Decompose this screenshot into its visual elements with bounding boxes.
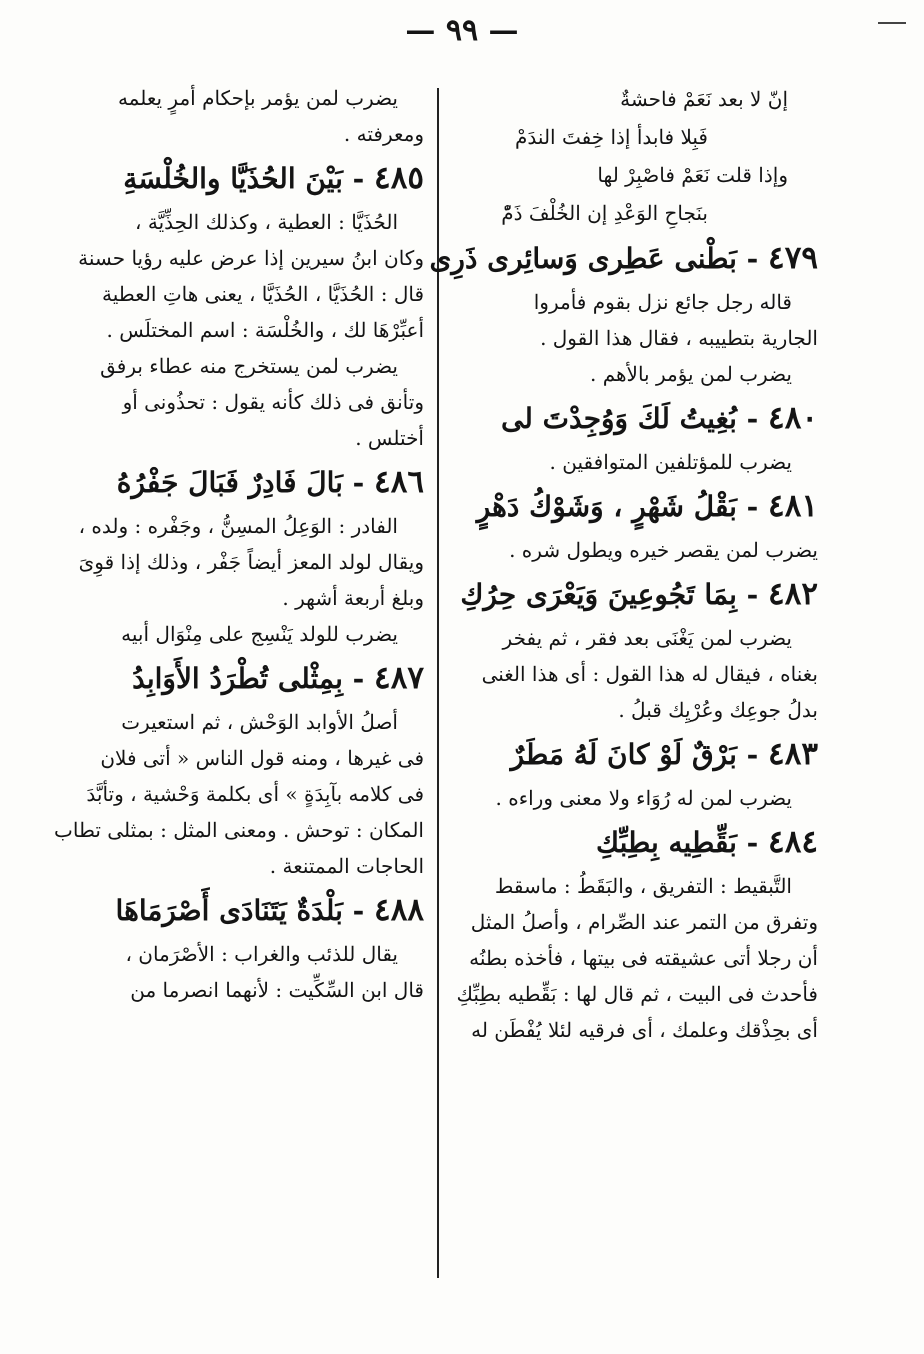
poem-verse: فَبِلا فابدأ إذا خِفتَ الندَمْ [515,125,708,149]
proverb-heading [429,232,818,284]
text-line: ويقال لولد المعز أيضاً جَفْر ، وذلك إذا قوِىَ [78,550,424,574]
text-line: المكان : توحش . ومعنى المثل : بمثلى تطاب [54,818,424,842]
proverb-heading [462,816,818,868]
proverb-number: ٤٨٤ [768,824,818,860]
text-line: وتأنق فى ذلك كأنه يقول : تحذُونى أو [122,390,424,414]
proverb-number: ٤٨٢ [768,576,818,612]
text-line: أعبِّرْهَا لك ، والخُلْسَة : اسم المختلَس . [106,318,424,342]
text-line: يقال للذئب والغراب : الأصْرَمان ، [125,942,398,966]
heading-dash: - [736,490,769,523]
text-line: فى كلامه بآبِدَةٍ » أى بكلمة وَحْشية ، وتأبَّدَ [86,782,424,806]
right-column [429,80,818,1048]
heading-dash: - [342,466,375,499]
proverb-title: بَقِّطِيه بِطِبِّكِ [595,826,737,859]
proverb-number: ٤٨٨ [374,892,424,928]
proverb-number: ٤٨٧ [374,660,424,696]
text-line: وبلغ أربعة أشهر . [282,586,424,610]
proverb-heading [462,568,818,620]
text-line: يضرب لمن يؤمر بالأهم . [589,362,792,386]
heading-dash: - [342,894,375,927]
text-line: أى بحِذْقك وعلمك ، أى فرقيه لئلا يُفْطَن له [471,1018,818,1042]
proverb-heading [66,456,424,508]
poem-verse: وإذا قلت نَعَمْ فاصْبِرْ لها [597,163,788,187]
text-line: قال : الحُذَيَّا ، الحُذَيَّا ، يعنى هاتِ العطية [102,282,424,306]
text-line: يضرب لمن يؤمر بإحكام أمرٍ يعلمه [117,86,398,110]
proverb-title: بَقْلُ شَهْرٍ ، وَشَوْكُ دَهْرٍ [476,490,737,523]
proverb-heading [462,392,818,444]
text-line: الحُذَيَّا : العطية ، وكذلك الحِذِّيَّة ، [135,210,398,234]
proverb-number: ٤٧٩ [768,240,818,276]
proverb-title: بَيْنَ الحُذَيَّا والخُلْسَةِ [123,162,343,195]
text-line: أصلُ الأوابد الوَحْش ، ثم استعيرت [121,710,398,734]
text-line: قال ابن السِّكِّيت : لأنهما انصرما من [130,978,424,1002]
text-line: بدلُ جوعِك وعُرْيِك قبلُ . [618,698,818,722]
text-line: فأحدث فى البيت ، ثم قال لها : بَقِّطيه بطِبِّكِ [456,982,818,1006]
proverb-number: ٤٨٦ [374,464,424,500]
heading-dash: - [736,402,769,435]
corner-mark [878,22,906,24]
text-line: الحاجات الممتنعة . [269,854,424,878]
proverb-title: بِمِثْلى تُطْرَدُ الأَوَابِدُ [132,662,343,695]
proverb-title: بِمَا تَجُوعِينَ وَيَعْرَى حِرُكِ [460,578,737,611]
text-line: وكان ابنُ سيرين إذا عرض عليه رؤيا حسنة [78,246,424,270]
heading-dash: - [342,662,375,695]
text-line: التَّبقيط : التفريق ، والبَقَطُ : ماسقط [494,874,792,898]
text-line: الفادر : الوَعِلُ المسِنُّ ، وجَفْره : ولده ، [78,514,398,538]
text-line: يضرب لمن يقصر خيره ويطول شره . [509,538,818,562]
text-line: يضرب لمن يَغْنَى بعد فقر ، ثم يفخر [502,626,792,650]
heading-dash: - [736,242,769,275]
text-line: ومعرفته . [343,122,424,146]
text-line: قاله رجل جائع نزل بقوم فأمروا [533,290,792,314]
text-line: يضرب للمؤتلفين المتوافقين . [549,450,792,474]
proverb-heading [462,728,818,780]
heading-dash: - [736,578,769,611]
text-line: أختلس . [355,426,424,450]
proverb-number: ٤٨٠ [768,400,818,436]
page-number: — ٩٩ — [405,13,519,48]
text-line: يضرب للولد يَنْسِج على مِنْوَال أبيه [121,622,398,646]
poem-verse: إنّ لا بعد نَعَمْ فاحشةٌ [620,87,788,111]
proverb-title: بَرْقٌ لَوْ كانَ لَهُ مَطَرٌ [510,738,737,771]
left-column [54,80,424,1008]
poem-verse: بنَجاحِ الوَعْدِ إن الخُلْفَ ذَمّْ [501,201,708,225]
proverb-title: بُغِيتُ لَكَ وَوُجِدْتَ لى [501,402,737,435]
proverb-heading [66,152,424,204]
proverb-number: ٤٨١ [768,488,818,524]
proverb-heading [66,652,424,704]
text-line: يضرب لمن له رُوَاء ولا معنى وراءه . [495,786,792,810]
heading-dash: - [736,738,769,771]
proverb-number: ٤٨٥ [374,160,424,196]
proverb-title: بَالَ فَادِرٌ فَبَالَ جَفْرُهُ [116,466,343,499]
proverb-number: ٤٨٣ [768,736,818,772]
text-line: أن رجلا أتى عشيقته فى بيتها ، فأخذه بطنُه [469,946,818,970]
text-line: وتفرق من التمر عند الصِّرام ، وأصلُ المثل [470,910,818,934]
text-line: يضرب لمن يستخرج منه عطاء برفق [100,354,398,378]
proverb-title: بَطْنى عَطِرى وَسائِرى ذَرِى [429,242,737,275]
proverb-heading [462,480,818,532]
proverb-title: بَلْدَةٌ يَتَنَادَى أَصْرَمَاهَا [115,894,343,927]
heading-dash: - [736,826,769,859]
text-line: فى غيرها ، ومنه قول الناس « أتى فلان [100,746,424,770]
text-line: الجارية بتطييبه ، فقال هذا القول . [540,326,818,350]
text-line: بغناه ، فيقال له هذا القول : أى هذا الغنى [481,662,818,686]
heading-dash: - [342,162,375,195]
proverb-heading [66,884,424,936]
